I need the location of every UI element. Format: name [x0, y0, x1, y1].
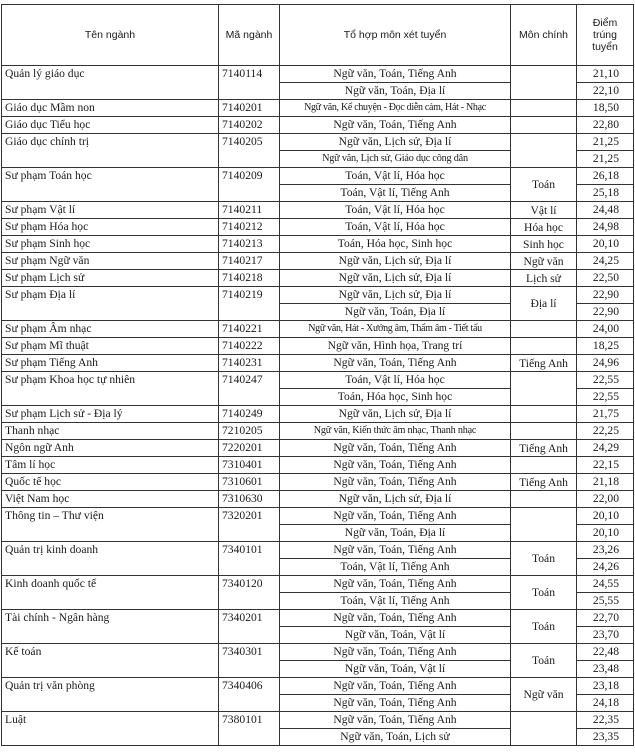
cell-score: 22,80: [577, 117, 634, 134]
cell-score: 20,10: [577, 236, 634, 253]
cell-score: 22,35: [577, 712, 634, 729]
cell-combination: Toán, Vật lí, Tiếng Anh: [280, 559, 511, 576]
cell-main-subject: Tiếng Anh: [511, 440, 577, 457]
cell-main-subject: Sinh học: [511, 236, 577, 253]
cell-score: 21,25: [577, 151, 634, 168]
cell-main-subject: [511, 66, 577, 100]
cell-code: 7340120: [219, 576, 280, 610]
cell-main-subject: [511, 134, 577, 168]
cell-combination: Ngữ văn, Toán, Tiếng Anh: [280, 474, 511, 491]
cell-score: 24,48: [577, 202, 634, 219]
cell-score: 25,18: [577, 185, 634, 202]
table-header-row: [2, 5, 634, 66]
cell-major: Sư phạm Địa lí: [2, 287, 219, 321]
cell-code: 7140249: [219, 406, 280, 423]
cell-code: 7320201: [219, 508, 280, 542]
cell-main-subject: Toán: [511, 610, 577, 644]
admission-scores-document: [1, 4, 633, 746]
cell-code: 7140114: [219, 66, 280, 100]
cell-major: Sư phạm Khoa học tự nhiên: [2, 372, 219, 406]
cell-code: 7140218: [219, 270, 280, 287]
table-row: [2, 202, 634, 219]
cell-code: 7340201: [219, 610, 280, 644]
cell-combination: Ngữ văn, Kể chuyện - Đọc diễn cảm, Hát - Nhạc: [280, 100, 511, 117]
cell-score: 22,70: [577, 610, 634, 627]
cell-score: 22,90: [577, 304, 634, 321]
cell-combination: Toán, Hóa học, Sinh học: [280, 389, 511, 406]
cell-combination: Toán, Vật lí, Hóa học: [280, 372, 511, 389]
cell-score: 24,98: [577, 219, 634, 236]
cell-score: 21,18: [577, 474, 634, 491]
cell-combination: Ngữ văn, Toán, Tiếng Anh: [280, 542, 511, 559]
cell-main-subject: Địa lí: [511, 287, 577, 321]
table-row: [2, 457, 634, 474]
cell-major: Giáo dục Mầm non: [2, 100, 219, 117]
cell-code: 7140202: [219, 117, 280, 134]
admission-scores-table: [1, 4, 634, 746]
cell-major: Sư phạm Ngữ văn: [2, 253, 219, 270]
cell-code: 7140222: [219, 338, 280, 355]
cell-score: 22,55: [577, 389, 634, 406]
cell-combination: Toán, Vật lí, Tiếng Anh: [280, 593, 511, 610]
cell-major: Luật: [2, 712, 219, 746]
cell-code: 7310630: [219, 491, 280, 508]
cell-score: 22,00: [577, 491, 634, 508]
cell-code: 7140213: [219, 236, 280, 253]
cell-score: 23,18: [577, 678, 634, 695]
cell-major: Sư phạm Toán học: [2, 168, 219, 202]
header-code: Mã ngành: [219, 5, 280, 66]
table-row: [2, 287, 634, 304]
cell-major: Kinh doanh quốc tế: [2, 576, 219, 610]
table-row: [2, 644, 634, 661]
cell-score: 22,15: [577, 457, 634, 474]
cell-score: 22,55: [577, 372, 634, 389]
table-row: [2, 219, 634, 236]
table-row: [2, 66, 634, 83]
cell-code: 7140231: [219, 355, 280, 372]
cell-combination: Toán, Vật lí, Hóa học: [280, 202, 511, 219]
table-body: [2, 66, 634, 746]
cell-code: 7140201: [219, 100, 280, 117]
cell-major: Quốc tế học: [2, 474, 219, 491]
cell-combination: Ngữ văn, Lịch sử, Giáo dục công dân: [280, 151, 511, 168]
table-row: [2, 440, 634, 457]
table-row: [2, 610, 634, 627]
table-row: [2, 270, 634, 287]
cell-code: 7140211: [219, 202, 280, 219]
table-row: [2, 474, 634, 491]
cell-main-subject: [511, 338, 577, 355]
header-score: Điểm trúng tuyển: [577, 5, 634, 66]
cell-main-subject: Tiếng Anh: [511, 474, 577, 491]
cell-score: 21,10: [577, 66, 634, 83]
cell-combination: Toán, Vật lí, Hóa học: [280, 219, 511, 236]
cell-combination: Ngữ văn, Toán, Tiếng Anh: [280, 457, 511, 474]
cell-score: 24,00: [577, 321, 634, 338]
cell-score: 22,10: [577, 83, 634, 100]
table-row: [2, 372, 634, 389]
cell-major: Sư phạm Tiếng Anh: [2, 355, 219, 372]
cell-score: 22,90: [577, 287, 634, 304]
cell-code: 7140221: [219, 321, 280, 338]
cell-score: 21,25: [577, 134, 634, 151]
cell-major: Sư phạm Hóa học: [2, 219, 219, 236]
cell-main-subject: [511, 491, 577, 508]
cell-combination: Ngữ văn, Toán, Tiếng Anh: [280, 117, 511, 134]
table-row: [2, 491, 634, 508]
cell-major: Quản lý giáo dục: [2, 66, 219, 100]
table-row: [2, 253, 634, 270]
cell-combination: Ngữ văn, Lịch sử, Địa lí: [280, 253, 511, 270]
cell-code: 7340101: [219, 542, 280, 576]
cell-main-subject: Hóa học: [511, 219, 577, 236]
cell-score: 22,25: [577, 423, 634, 440]
cell-score: 24,18: [577, 695, 634, 712]
cell-combination: Ngữ văn, Lịch sử, Địa lí: [280, 270, 511, 287]
cell-combination: Ngữ văn, Toán, Tiếng Anh: [280, 712, 511, 729]
cell-score: 23,35: [577, 729, 634, 746]
cell-major: Ngôn ngữ Anh: [2, 440, 219, 457]
table-row: [2, 712, 634, 729]
cell-major: Sư phạm Vật lí: [2, 202, 219, 219]
cell-score: 23,70: [577, 627, 634, 644]
cell-combination: Ngữ văn, Toán, Lịch sử: [280, 729, 511, 746]
cell-code: 7140247: [219, 372, 280, 406]
cell-combination: Ngữ văn, Toán, Tiếng Anh: [280, 644, 511, 661]
header-major: Tên ngành: [2, 5, 219, 66]
cell-score: 18,25: [577, 338, 634, 355]
cell-major: Sư phạm Âm nhạc: [2, 321, 219, 338]
cell-combination: Ngữ văn, Toán, Tiếng Anh: [280, 66, 511, 83]
cell-score: 22,50: [577, 270, 634, 287]
cell-main-subject: [511, 423, 577, 440]
cell-main-subject: Toán: [511, 542, 577, 576]
cell-combination: Ngữ văn, Kiến thức âm nhạc, Thanh nhạc: [280, 423, 511, 440]
cell-score: 24,29: [577, 440, 634, 457]
cell-combination: Ngữ văn, Toán, Tiếng Anh: [280, 678, 511, 695]
cell-combination: Toán, Vật lí, Tiếng Anh: [280, 185, 511, 202]
cell-code: 7340406: [219, 678, 280, 712]
cell-main-subject: Toán: [511, 576, 577, 610]
cell-main-subject: [511, 372, 577, 406]
cell-score: 23,48: [577, 661, 634, 678]
cell-main-subject: [511, 712, 577, 746]
cell-combination: Ngữ văn, Toán, Địa lí: [280, 304, 511, 321]
cell-code: 7140209: [219, 168, 280, 202]
cell-main-subject: [511, 508, 577, 542]
cell-major: Sư phạm Lịch sử: [2, 270, 219, 287]
cell-combination: Ngữ văn, Toán, Vật lí: [280, 627, 511, 644]
cell-combination: Ngữ văn, Hát - Xướng âm, Thẩm âm - Tiết tấu: [280, 321, 511, 338]
cell-code: 7220201: [219, 440, 280, 457]
cell-combination: Ngữ văn, Toán, Tiếng Anh: [280, 610, 511, 627]
cell-main-subject: Ngữ văn: [511, 678, 577, 712]
cell-major: Giáo dục Tiểu học: [2, 117, 219, 134]
cell-main-subject: Vật lí: [511, 202, 577, 219]
cell-combination: Toán, Hóa học, Sinh học: [280, 236, 511, 253]
cell-main-subject: Ngữ văn: [511, 253, 577, 270]
cell-major: Thông tin – Thư viện: [2, 508, 219, 542]
cell-score: 24,25: [577, 253, 634, 270]
cell-score: 25,55: [577, 593, 634, 610]
cell-code: 7140212: [219, 219, 280, 236]
table-row: [2, 406, 634, 423]
cell-score: 24,96: [577, 355, 634, 372]
cell-score: 18,50: [577, 100, 634, 117]
table-row: [2, 338, 634, 355]
cell-main-subject: [511, 457, 577, 474]
cell-combination: Ngữ văn, Lịch sử, Địa lí: [280, 134, 511, 151]
cell-combination: Ngữ văn, Toán, Vật lí: [280, 661, 511, 678]
cell-major: Sư phạm Lịch sử - Địa lý: [2, 406, 219, 423]
cell-combination: Ngữ văn, Toán, Tiếng Anh: [280, 576, 511, 593]
cell-combination: Ngữ văn, Toán, Tiếng Anh: [280, 440, 511, 457]
table-row: [2, 355, 634, 372]
cell-score: 21,75: [577, 406, 634, 423]
cell-major: Thanh nhạc: [2, 423, 219, 440]
cell-code: 7380101: [219, 712, 280, 746]
table-row: [2, 117, 634, 134]
table-row: [2, 100, 634, 117]
cell-combination: Ngữ văn, Toán, Địa lí: [280, 525, 511, 542]
cell-major: Sư phạm Sinh học: [2, 236, 219, 253]
cell-major: Giáo dục chính trị: [2, 134, 219, 168]
table-row: [2, 236, 634, 253]
cell-major: Sư phạm Mĩ thuật: [2, 338, 219, 355]
table-row: [2, 134, 634, 151]
table-row: [2, 168, 634, 185]
cell-score: 24,55: [577, 576, 634, 593]
cell-combination: Ngữ văn, Hình họa, Trang trí: [280, 338, 511, 355]
cell-score: 26,18: [577, 168, 634, 185]
cell-major: Tài chính - Ngân hàng: [2, 610, 219, 644]
cell-code: 7310601: [219, 474, 280, 491]
table-row: [2, 576, 634, 593]
cell-combination: Ngữ văn, Toán, Tiếng Anh: [280, 508, 511, 525]
cell-main-subject: [511, 406, 577, 423]
cell-combination: Ngữ văn, Toán, Tiếng Anh: [280, 695, 511, 712]
cell-main-subject: Toán: [511, 644, 577, 678]
cell-combination: Ngữ văn, Toán, Tiếng Anh: [280, 355, 511, 372]
cell-major: Quản trị kinh doanh: [2, 542, 219, 576]
cell-major: Việt Nam học: [2, 491, 219, 508]
cell-main-subject: [511, 117, 577, 134]
cell-code: 7210205: [219, 423, 280, 440]
cell-combination: Ngữ văn, Lịch sử, Địa lí: [280, 287, 511, 304]
cell-score: 20,10: [577, 525, 634, 542]
cell-combination: Ngữ văn, Lịch sử, Địa lí: [280, 406, 511, 423]
cell-combination: Ngữ văn, Lịch sử, Địa lí: [280, 491, 511, 508]
cell-score: 23,26: [577, 542, 634, 559]
cell-major: Quản trị văn phòng: [2, 678, 219, 712]
cell-code: 7140219: [219, 287, 280, 321]
cell-main-subject: [511, 321, 577, 338]
table-row: [2, 423, 634, 440]
cell-code: 7340301: [219, 644, 280, 678]
cell-major: Tâm lí học: [2, 457, 219, 474]
table-row: [2, 678, 634, 695]
cell-code: 7310401: [219, 457, 280, 474]
cell-combination: Toán, Vật lí, Hóa học: [280, 168, 511, 185]
cell-combination: Ngữ văn, Toán, Địa lí: [280, 83, 511, 100]
cell-code: 7140217: [219, 253, 280, 270]
cell-score: 24,26: [577, 559, 634, 576]
cell-score: 20,10: [577, 508, 634, 525]
header-combination: Tổ hợp môn xét tuyển: [280, 5, 511, 66]
cell-main-subject: Lịch sử: [511, 270, 577, 287]
header-main-subject: Môn chính: [511, 5, 577, 66]
table-row: [2, 542, 634, 559]
cell-main-subject: Tiếng Anh: [511, 355, 577, 372]
cell-score: 22,48: [577, 644, 634, 661]
cell-main-subject: [511, 100, 577, 117]
cell-code: 7140205: [219, 134, 280, 168]
cell-major: Kế toán: [2, 644, 219, 678]
table-row: [2, 508, 634, 525]
table-row: [2, 321, 634, 338]
cell-main-subject: Toán: [511, 168, 577, 202]
